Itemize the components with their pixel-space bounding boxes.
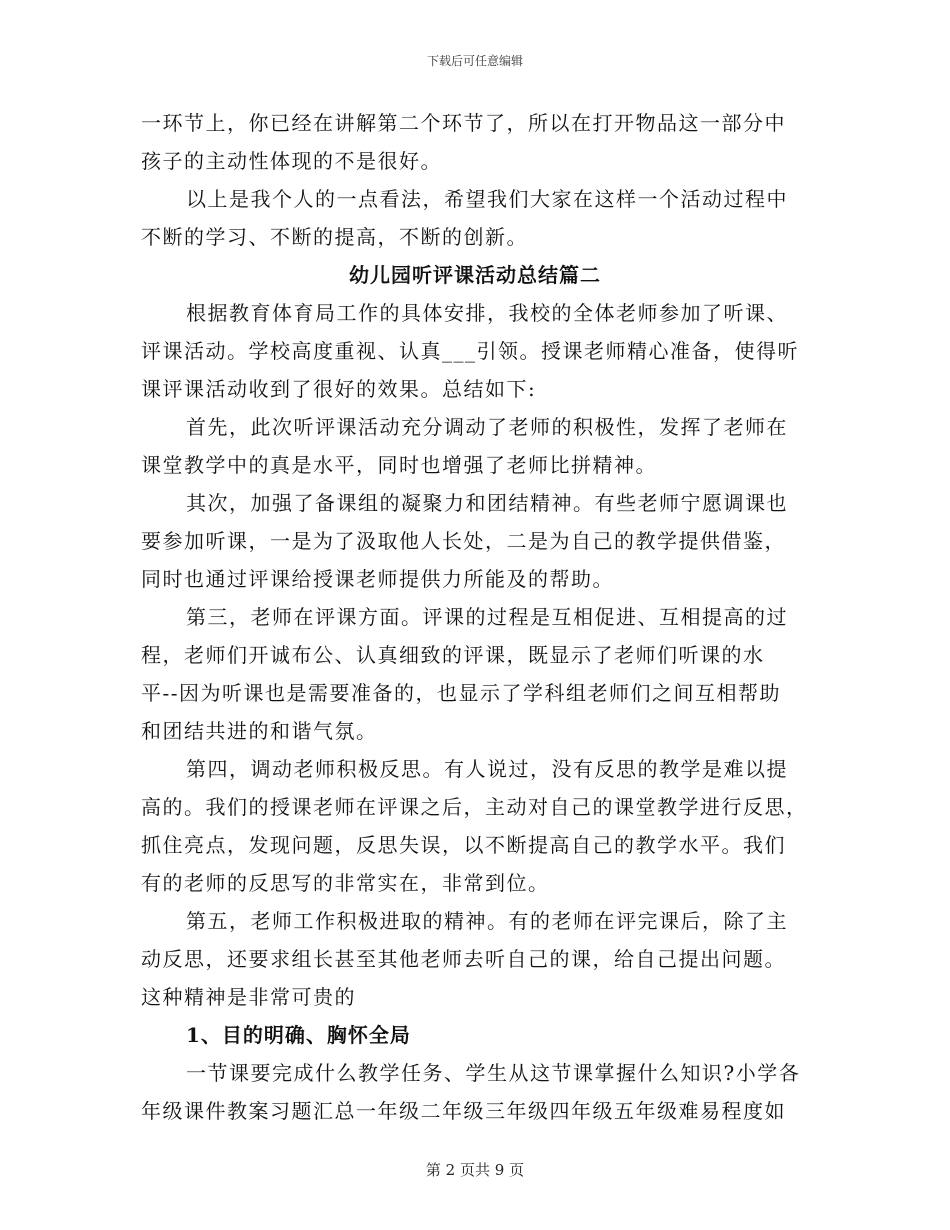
text-line: 第四，调动老师积极反思。有人说过，没有反思的教学是难以提: [186, 757, 788, 781]
text-line: 评课活动。学校高度重视、认真___引领。授课老师精心准备，使得听: [141, 339, 799, 363]
text-line: 根据教育体育局工作的具体安排，我校的全体老师参加了听课、: [186, 301, 788, 325]
text-line: 课堂教学中的真是水平，同时也增强了老师比拼精神。: [141, 453, 657, 477]
text-line: 课评课活动收到了很好的效果。总结如下:: [141, 377, 537, 401]
text-line: 这种精神是非常可贵的: [141, 985, 356, 1009]
page-number: 第 2 页共 9 页: [425, 1161, 525, 1179]
text-line: 和团结共进的和谐气氛。: [141, 719, 378, 743]
text-line: 第五，老师工作积极进取的精神。有的老师在评完课后，除了主: [186, 909, 788, 933]
text-line: 第三，老师在评课方面。评课的过程是互相促进、互相提高的过: [186, 605, 788, 629]
text-line: 动反思，还要求组长甚至其他老师去听自己的课，给自己提出问题。: [141, 947, 786, 971]
page-header: 下载后可任意编辑: [426, 54, 523, 68]
text-line: 一环节上，你已经在讲解第二个环节了，所以在打开物品这一部分中: [141, 111, 786, 135]
section-title: 幼儿园听评课活动总结篇二: [349, 263, 601, 287]
text-line: 程，老师们开诚布公、认真细致的评课，既显示了老师们听课的水: [141, 643, 765, 667]
text-line: 同时也通过评课给授课老师提供力所能及的帮助。: [141, 567, 614, 591]
text-line: 首先，此次听评课活动充分调动了老师的积极性，发挥了老师在: [186, 415, 788, 439]
text-line: 其次，加强了备课组的凝聚力和团结精神。有些老师宁愿调课也: [186, 491, 788, 515]
text-line: 不断的学习、不断的提高，不断的创新。: [141, 225, 528, 249]
text-line: 年级课件教案习题汇总一年级二年级三年级四年级五年级难易程度如: [141, 1099, 786, 1123]
text-line: 高的。我们的授课老师在评课之后，主动对自己的课堂教学进行反思，: [141, 795, 808, 819]
text-line: 要参加听课，一是为了汲取他人长处，二是为自己的教学提供借鉴，: [141, 529, 786, 553]
document-body: [141, 104, 809, 1130]
text-line: 平--因为听课也是需要准备的，也显示了学科组老师们之间互相帮助: [141, 681, 782, 705]
text-line: 一节课要完成什么教学任务、学生从这节课掌握什么知识?小学各: [186, 1061, 801, 1085]
text-line: 抓住亮点，发现问题，反思失误，以不断提高自己的教学水平。我们: [141, 833, 786, 857]
text-line: 孩子的主动性体现的不是很好。: [141, 149, 442, 173]
text-line: 有的老师的反思写的非常实在，非常到位。: [141, 871, 550, 895]
text-line: 以上是我个人的一点看法，希望我们大家在这样一个活动过程中: [186, 187, 788, 211]
subsection-heading: 1、目的明确、胸怀全局: [186, 1023, 411, 1047]
